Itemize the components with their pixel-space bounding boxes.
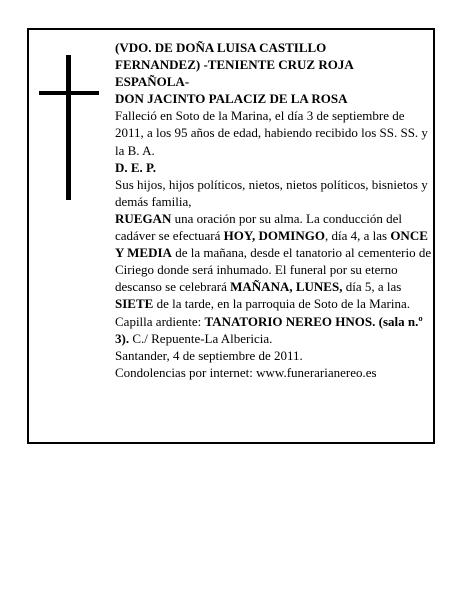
latin-cross-icon bbox=[39, 55, 99, 200]
condolences-line: Condolencias por internet: www.funerarianereo.es bbox=[115, 364, 377, 380]
funeral-ruegan: RUEGAN bbox=[115, 210, 172, 226]
widower-line-3: ESPAÑOLA- bbox=[115, 74, 190, 90]
family-line: Sus hijos, hijos políticos, nietos, nietos políticos, bisnietos y demás familia, bbox=[115, 176, 428, 209]
funeral-details bbox=[115, 210, 433, 347]
place-date: Santander, 4 de septiembre de 2011. bbox=[115, 347, 303, 363]
funeral-manana-lunes: MAÑANA, LUNES, bbox=[230, 279, 343, 295]
cross-vertical-bar bbox=[66, 55, 71, 200]
death-notice: Falleció en Soto de la Marina, el día 3 de septiembre de 2011, a los 95 años de edad, habiendo recibido los SS. SS. y la B. A. bbox=[115, 108, 428, 158]
funeral-hoy-domingo: HOY, DOMINGO bbox=[223, 228, 325, 244]
funeral-tanatorio: TANATORIO NEREO HNOS. (sala n.º 3). bbox=[115, 313, 423, 346]
widower-line-2: FERNANDEZ) -TENIENTE CRUZ ROJA bbox=[115, 57, 354, 73]
funeral-siete: SIETE bbox=[115, 296, 154, 312]
funeral-text-1: una oración por su alma. La conducción del cadáver se efectuará bbox=[115, 210, 403, 244]
cross-horizontal-bar bbox=[39, 91, 99, 95]
funeral-text-4: día 5, a las bbox=[342, 279, 402, 295]
obituary-notice bbox=[27, 28, 435, 444]
funeral-text-6: C./ Repuente-La Albericia. bbox=[129, 330, 273, 346]
funeral-text-5: de la tarde, en la parroquia de Soto de la Marina. Capilla ardiente: bbox=[115, 296, 410, 329]
funeral-once-y-media: ONCE Y MEDIA bbox=[115, 228, 428, 261]
funeral-text-3: de la mañana, desde el tanatorio al cementerio de Ciriego donde será inhumado. El funeral por su eterno descanso se celebrará bbox=[115, 245, 432, 295]
widower-line-1: (VDO. DE DOÑA LUISA CASTILLO bbox=[115, 40, 327, 55]
deceased-name: DON JACINTO PALACIZ DE LA ROSA bbox=[115, 91, 348, 107]
funeral-text-2: , día 4, a las bbox=[324, 228, 391, 244]
rip-line: D. E. P. bbox=[115, 159, 157, 175]
obituary-text bbox=[115, 39, 433, 381]
